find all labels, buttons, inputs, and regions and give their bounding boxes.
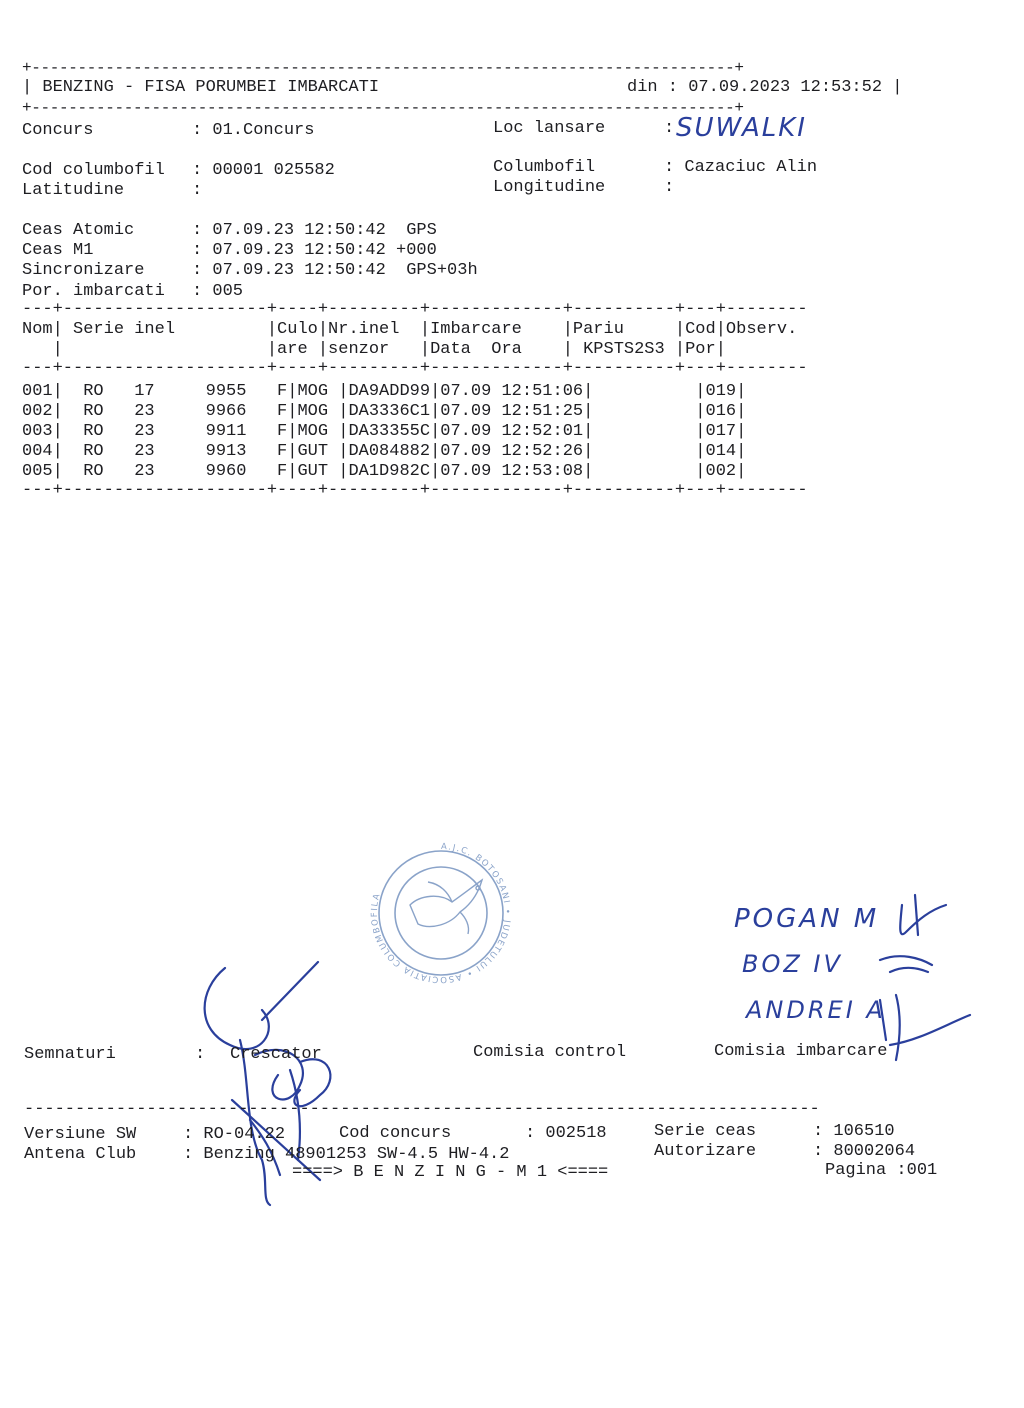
versiune-sw-value: : RO-04.22 bbox=[183, 1125, 286, 1144]
table-rule-bottom: ---+--------------------+----+---------+-------------+----------+---+-------- bbox=[22, 481, 808, 500]
antena-club-label: Antena Club bbox=[24, 1145, 137, 1164]
antena-club-value: : Benzing 48901253 SW-4.5 HW-4.2 bbox=[183, 1145, 510, 1164]
table-row: 004| RO 23 9913 F|GUT |DA084882|07.09 12:52:26| |014| bbox=[22, 442, 747, 461]
por-imbarcati-value: : 005 bbox=[192, 282, 244, 301]
document-title: | BENZING - FISA PORUMBEI IMBARCATI bbox=[22, 78, 380, 97]
versiune-sw-label: Versiune SW bbox=[24, 1125, 137, 1144]
header-rule-top: +----------------------------------------------------------------------------+ bbox=[22, 59, 744, 77]
ceas-m1-value: : 07.09.23 12:50:42 +000 bbox=[192, 241, 437, 260]
semnaturi-label: Semnaturi bbox=[24, 1045, 116, 1064]
cod-concurs-label: Cod concurs bbox=[339, 1124, 452, 1143]
concurs-value: : 01.Concurs bbox=[192, 121, 315, 140]
serie-ceas-label: Serie ceas bbox=[654, 1122, 757, 1141]
handwritten-name: POGAN M bbox=[734, 904, 880, 934]
latitudine-label: Latitudine bbox=[22, 181, 125, 200]
stamp-ring-text: A.J.C. BOTOSANI • JUDETULUI • ASOCIATIA COLUMBOFILA bbox=[369, 841, 512, 985]
cod-concurs-value: : 002518 bbox=[525, 1124, 607, 1143]
table-row: 003| RO 23 9911 F|MOG |DA33355C|07.09 12:52:01| |017| bbox=[22, 422, 747, 441]
table-row: 001| RO 17 9955 F|MOG |DA9ADD99|07.09 12:51:06| |019| bbox=[22, 382, 747, 401]
table-header-line2: | |are |senzor |Data Ora | KPSTS2S3 |Por| bbox=[22, 340, 726, 359]
ceas-m1-label: Ceas M1 bbox=[22, 241, 94, 260]
autorizare-label: Autorizare bbox=[654, 1142, 757, 1161]
sincronizare-label: Sincronizare bbox=[22, 261, 145, 280]
header-rule-bottom: +----------------------------------------------------------------------------+ bbox=[22, 99, 744, 117]
handwritten-name: ANDREI A bbox=[746, 996, 886, 1024]
handwritten-name: BOZ IV bbox=[742, 950, 843, 978]
por-imbarcati-label: Por. imbarcati bbox=[22, 282, 165, 301]
footer-rule: ------------------------------------------------------------------------------ bbox=[24, 1100, 820, 1119]
columbofil-value: : Cazaciuc Alin bbox=[664, 158, 818, 177]
semnaturi-colon: : bbox=[195, 1045, 206, 1064]
concurs-label: Concurs bbox=[22, 121, 94, 140]
columbofil-label: Columbofil bbox=[493, 158, 596, 177]
comisia-imbarcare-label: Comisia imbarcare bbox=[714, 1042, 888, 1061]
longitudine-label: Longitudine bbox=[493, 178, 606, 197]
sincronizare-value: : 07.09.23 12:50:42 GPS+03h bbox=[192, 261, 478, 280]
page-number: Pagina :001 bbox=[825, 1161, 938, 1180]
benzing-banner: ====> B E N Z I N G - M 1 <==== bbox=[292, 1163, 609, 1182]
autorizare-value: : 80002064 bbox=[813, 1142, 916, 1161]
table-rule-mid: ---+--------------------+----+---------+-------------+----------+---+-------- bbox=[22, 359, 808, 378]
latitudine-value: : bbox=[192, 181, 203, 200]
longitudine-value: : bbox=[664, 178, 675, 197]
cod-columbofil-value: : 00001 025582 bbox=[192, 161, 335, 180]
loc-lansare-label: Loc lansare bbox=[493, 119, 606, 138]
loc-lansare-colon: : bbox=[664, 119, 675, 138]
table-rule-top: ---+--------------------+----+---------+-------------+----------+---+-------- bbox=[22, 300, 808, 319]
ceas-atomic-label: Ceas Atomic bbox=[22, 221, 135, 240]
print-timestamp: din : 07.09.2023 12:53:52 | bbox=[627, 78, 903, 97]
crescator-label: Crescator bbox=[230, 1045, 322, 1064]
ceas-atomic-value: : 07.09.23 12:50:42 GPS bbox=[192, 221, 437, 240]
serie-ceas-value: : 106510 bbox=[813, 1122, 895, 1141]
handwritten-loc-lansare: SUWALKI bbox=[676, 113, 807, 143]
comisia-control-label: Comisia control bbox=[473, 1043, 627, 1062]
cod-columbofil-label: Cod columbofil bbox=[22, 161, 165, 180]
table-row: 002| RO 23 9966 F|MOG |DA3336C1|07.09 12:51:25| |016| bbox=[22, 402, 747, 421]
table-header-line1: Nom| Serie inel |Culo|Nr.inel |Imbarcare |Pariu |Cod|Observ. bbox=[22, 320, 798, 339]
table-row: 005| RO 23 9960 F|GUT |DA1D982C|07.09 12:53:08| |002| bbox=[22, 462, 747, 481]
